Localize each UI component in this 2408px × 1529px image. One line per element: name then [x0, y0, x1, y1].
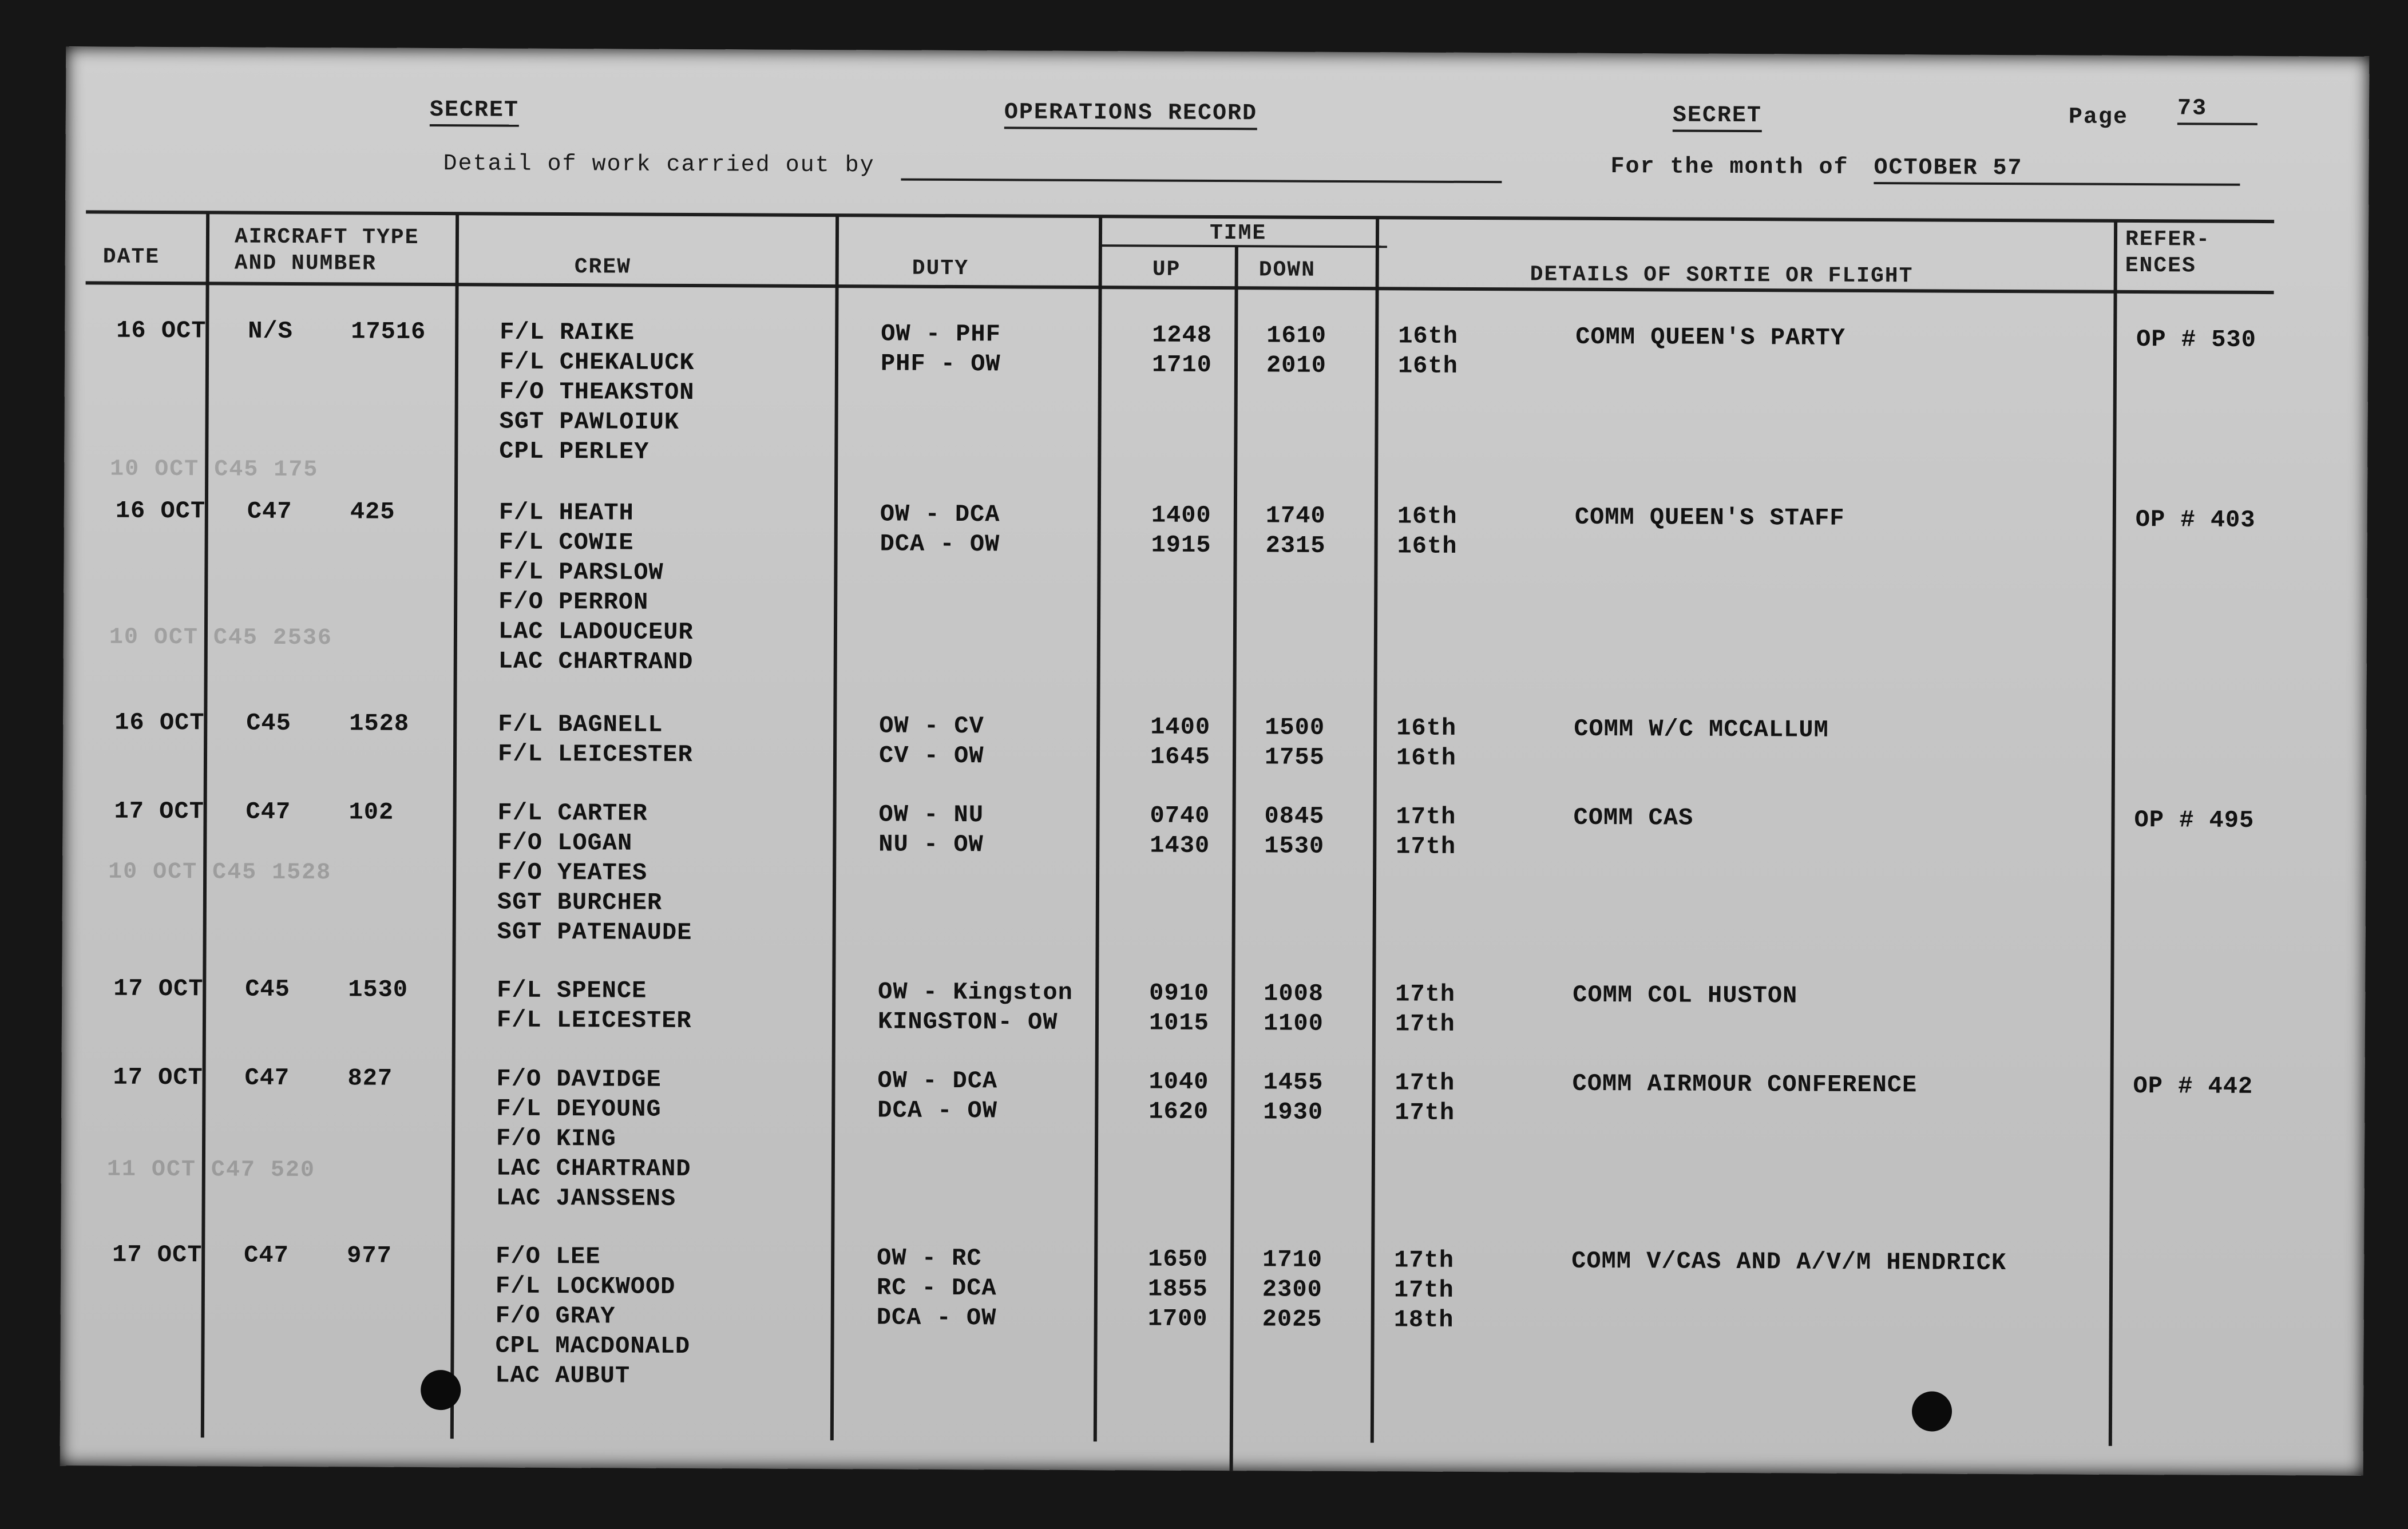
punch-hole-left	[421, 1370, 461, 1410]
entry-time-up: 1400	[1150, 713, 1211, 741]
entry-time-up: 1400	[1151, 501, 1211, 529]
entry-duty: CV - OW	[878, 742, 984, 770]
entry-time-down: 1008	[1264, 980, 1324, 1008]
entry-time-down: 1100	[1263, 1009, 1324, 1037]
entry-aircraft-number: 102	[348, 798, 394, 826]
entry-crew-member: LAC LADOUCEUR	[498, 617, 694, 647]
entry-duty: DCA - OW	[877, 1096, 998, 1125]
record-sheet	[60, 46, 2370, 1476]
entry-aircraft-type: C47	[245, 798, 291, 826]
entry-duty: PHF - OW	[880, 350, 1001, 378]
entry-date: 16 OCT	[116, 316, 207, 345]
entry-duty: RC - DCA	[876, 1274, 997, 1302]
entry-date: 17 OCT	[113, 1063, 203, 1092]
entry-crew-member: F/L CHEKALUCK	[499, 348, 695, 377]
col-duty: DUTY	[912, 256, 969, 282]
entry-details: COMM COL HUSTON	[1573, 981, 1798, 1010]
entry-crew-member: F/L COWIE	[498, 528, 634, 557]
entry-aircraft-type: C47	[244, 1241, 289, 1269]
entry-date: 16 OCT	[115, 497, 206, 525]
col-up: UP	[1152, 257, 1181, 282]
divider-details	[2109, 221, 2117, 1446]
entry-day: 16th	[1398, 322, 1459, 350]
entry-aircraft-number: 827	[347, 1064, 393, 1092]
entry-time-up: 1040	[1148, 1068, 1209, 1096]
entry-crew-member: F/O DAVIDGE	[496, 1065, 662, 1094]
col-details: DETAILS OF SORTIE OR FLIGHT	[1530, 262, 1914, 289]
entry-crew-member: CPL PERLEY	[499, 437, 649, 466]
entry-crew-member: SGT PAWLOIUK	[499, 407, 680, 436]
entry-duty: OW - NU	[878, 801, 984, 829]
entry-crew-member: F/L LEICESTER	[496, 1006, 692, 1035]
bleed-through-text: 10 OCT C45 175	[110, 456, 319, 484]
entry-crew-member: F/O PERRON	[498, 588, 649, 616]
entry-day: 16th	[1397, 352, 1458, 380]
entry-aircraft-number: 425	[350, 498, 395, 526]
entry-time-down: 1930	[1263, 1098, 1324, 1126]
entry-date: 17 OCT	[113, 975, 204, 1003]
entry-details: COMM AIRMOUR CONFERENCE	[1572, 1069, 1918, 1099]
divider-up-down	[1230, 246, 1238, 1471]
detail-label: Detail of work carried out by	[443, 151, 875, 179]
page-number: 73	[2177, 96, 2258, 125]
bleed-through-text: 10 OCT C45 2536	[109, 624, 333, 652]
col-aircraft-line2: AND NUMBER	[234, 251, 377, 276]
entry-details: COMM W/C MCCALLUM	[1574, 715, 1829, 744]
entry-aircraft-number: 17516	[351, 318, 426, 346]
entry-crew-member: F/L SPENCE	[497, 976, 647, 1005]
entry-crew-member: LAC JANSSENS	[496, 1184, 676, 1213]
entry-crew-member: F/L LOCKWOOD	[495, 1272, 676, 1301]
entry-time-down: 0845	[1264, 802, 1325, 830]
entry-day: 17th	[1395, 1099, 1455, 1127]
entry-day: 16th	[1397, 532, 1458, 560]
page-title: OPERATIONS RECORD	[1004, 100, 1257, 130]
entry-time-up: 1650	[1148, 1245, 1209, 1273]
entry-time-down: 1455	[1263, 1068, 1324, 1096]
entry-time-down: 2025	[1262, 1305, 1322, 1333]
entry-date: 17 OCT	[114, 797, 204, 826]
entry-day: 16th	[1397, 502, 1458, 530]
entry-time-down: 1530	[1264, 832, 1325, 860]
entry-aircraft-type: C45	[246, 709, 292, 737]
entry-crew-member: F/L RAIKE	[500, 318, 635, 347]
entry-crew-member: F/O THEAKSTON	[499, 378, 695, 407]
col-references-line1: REFER-	[2125, 227, 2211, 252]
entry-time-up: 1915	[1151, 531, 1211, 559]
entry-time-up: 1710	[1151, 351, 1212, 379]
bleed-through-text: 10 OCT C45 1528	[108, 859, 332, 886]
entry-duty: DCA - OW	[880, 530, 1000, 558]
month-label: For the month of	[1610, 154, 1849, 181]
secret-label-right: SECRET	[1673, 102, 1762, 132]
entry-time-up: 1015	[1148, 1009, 1209, 1037]
entry-time-down: 1710	[1262, 1246, 1323, 1274]
table-header-rule	[86, 281, 2274, 294]
entry-reference: OP # 403	[2135, 506, 2256, 534]
entry-date: 17 OCT	[112, 1241, 203, 1269]
entry-day: 17th	[1396, 833, 1456, 861]
col-crew: CREW	[574, 255, 632, 280]
entry-crew-member: F/L LEICESTER	[497, 740, 693, 769]
entry-day: 17th	[1393, 1276, 1454, 1304]
entry-crew-member: LAC CHARTRAND	[498, 647, 694, 676]
entry-details: COMM QUEEN'S STAFF	[1574, 503, 1845, 532]
entry-day: 17th	[1396, 803, 1456, 831]
entry-aircraft-number: 977	[347, 1242, 392, 1270]
entry-crew-member: F/O LEE	[496, 1242, 601, 1271]
entry-duty: NU - OW	[878, 830, 984, 859]
table-top-rule	[86, 210, 2274, 223]
entry-reference: OP # 495	[2134, 806, 2255, 834]
entry-day: 16th	[1396, 714, 1457, 742]
entry-crew-member: LAC AUBUT	[495, 1361, 631, 1390]
entry-crew-member: F/O KING	[496, 1124, 616, 1153]
entry-time-down: 1755	[1264, 743, 1325, 771]
punch-hole-right	[1912, 1391, 1952, 1431]
entry-crew-member: F/L BAGNELL	[498, 710, 663, 739]
entry-day: 16th	[1396, 744, 1456, 772]
divider-time	[1371, 218, 1379, 1443]
entry-crew-member: F/L PARSLOW	[498, 558, 664, 587]
entry-aircraft-type: C45	[245, 975, 290, 1003]
page-label: Page	[2068, 104, 2129, 130]
entry-aircraft-type: C47	[247, 497, 292, 525]
bleed-through-text: 11 OCT C47 520	[106, 1156, 316, 1184]
detail-line	[901, 179, 1502, 184]
entry-crew-member: F/O LOGAN	[497, 829, 633, 857]
entry-time-up: 1430	[1150, 831, 1210, 859]
entry-time-down: 2315	[1265, 532, 1326, 560]
entry-duty: KINGSTON- OW	[877, 1008, 1058, 1036]
entry-details: COMM V/CAS AND A/V/M HENDRICK	[1571, 1247, 2007, 1277]
entry-details: COMM QUEEN'S PARTY	[1575, 323, 1846, 352]
entry-duty: OW - DCA	[877, 1067, 998, 1095]
entry-time-down: 2010	[1266, 351, 1326, 379]
entry-crew-member: F/O GRAY	[495, 1302, 616, 1330]
entry-crew-member: SGT PATENAUDE	[497, 918, 692, 947]
entry-duty: DCA - OW	[876, 1304, 997, 1332]
entry-crew-member: F/L HEATH	[498, 498, 634, 527]
entry-time-up: 0910	[1149, 979, 1210, 1007]
entry-time-up: 1700	[1147, 1305, 1208, 1333]
divider-duty	[1094, 217, 1102, 1441]
entry-crew-member: LAC CHARTRAND	[496, 1154, 691, 1183]
entry-duty: OW - RC	[877, 1244, 982, 1273]
col-aircraft-line1: AIRCRAFT TYPE	[234, 224, 419, 250]
entry-duty: OW - DCA	[880, 500, 1000, 529]
entry-aircraft-type: C47	[244, 1064, 290, 1092]
entry-aircraft-number: 1528	[349, 710, 410, 738]
entry-time-up: 1620	[1148, 1098, 1209, 1126]
entry-time-up: 0740	[1150, 802, 1210, 830]
entry-duty: OW - PHF	[881, 320, 1001, 348]
entry-aircraft-type: N/S	[248, 317, 293, 345]
col-time: TIME	[1209, 220, 1267, 246]
entry-time-down: 1740	[1265, 502, 1326, 530]
entry-day: 17th	[1394, 1246, 1455, 1274]
entry-crew-member: F/O YEATES	[497, 858, 648, 887]
entry-duty: OW - CV	[879, 712, 984, 740]
col-down: DOWN	[1258, 258, 1316, 283]
entry-crew-member: CPL MACDONALD	[495, 1332, 691, 1361]
entry-day: 17th	[1395, 1010, 1455, 1038]
entry-date: 16 OCT	[114, 708, 205, 737]
entry-time-up: 1645	[1150, 743, 1210, 771]
entry-crew-member: F/L CARTER	[497, 799, 648, 827]
month-value: OCTOBER 57	[1874, 155, 2240, 186]
secret-label-left: SECRET	[430, 97, 519, 127]
entry-time-down: 1500	[1265, 714, 1325, 742]
divider-aircraft	[450, 214, 459, 1439]
col-date: DATE	[102, 244, 160, 270]
entry-aircraft-number: 1530	[348, 976, 409, 1004]
entry-details: COMM CAS	[1573, 803, 1694, 832]
entry-day: 18th	[1393, 1306, 1454, 1334]
col-references-line2: ENCES	[2125, 253, 2196, 279]
entry-time-up: 1248	[1152, 321, 1213, 349]
entry-reference: OP # 442	[2133, 1072, 2253, 1100]
entry-day: 17th	[1395, 980, 1456, 1008]
entry-crew-member: F/L DEYOUNG	[496, 1095, 662, 1123]
entry-day: 17th	[1395, 1069, 1455, 1097]
entry-time-down: 2300	[1262, 1276, 1322, 1304]
entry-reference: OP # 530	[2136, 326, 2256, 354]
divider-crew	[830, 216, 839, 1440]
entry-duty: OW - Kingston	[878, 978, 1073, 1007]
entry-crew-member: SGT BURCHER	[497, 888, 663, 917]
entry-time-up: 1855	[1147, 1275, 1208, 1303]
entry-time-down: 1610	[1266, 322, 1327, 350]
